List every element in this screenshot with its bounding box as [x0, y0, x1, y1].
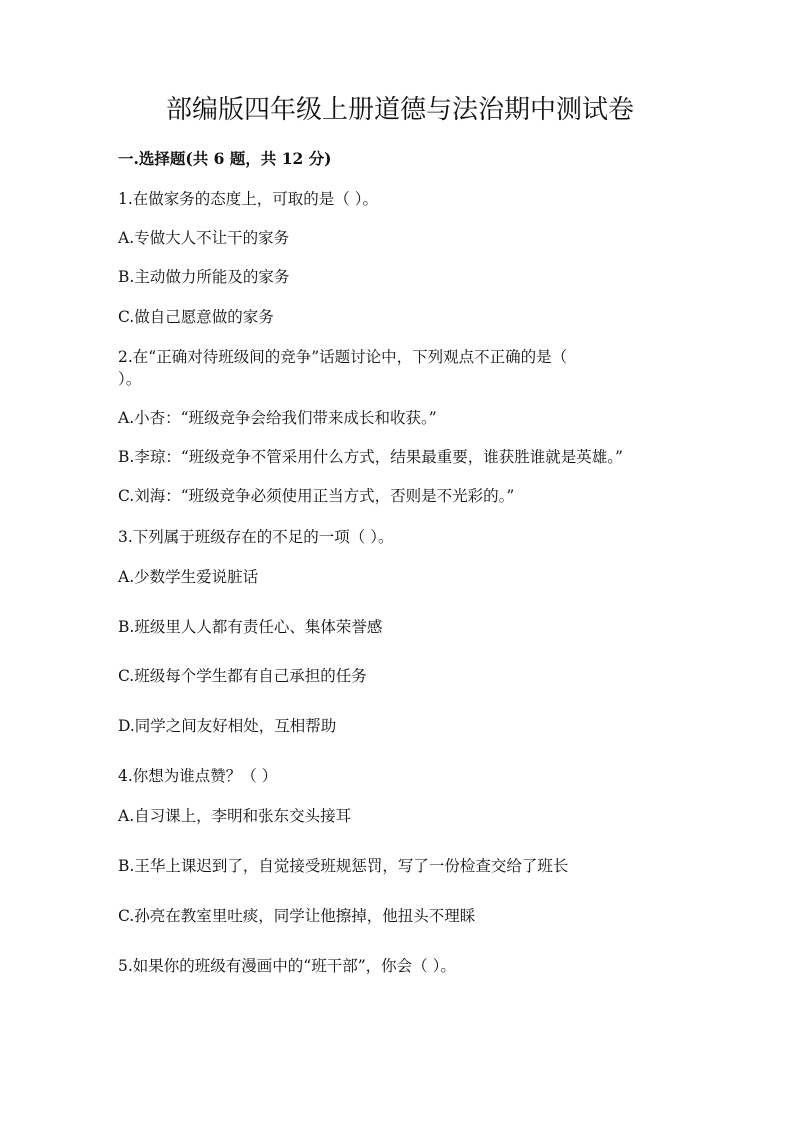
- question-3-option-a: A.少数学生爱说脏话: [118, 568, 259, 586]
- question-4-option-b: B.王华上课迟到了，自觉接受班规惩罚，写了一份检查交给了班长: [118, 857, 569, 875]
- question-2-option-b: B.李琼：“班级竞争不管采用什么方式，结果最重要，谁获胜谁就是英雄。”: [118, 448, 623, 466]
- section-heading: 一.选择题(共 6 题，共 12 分): [118, 149, 332, 168]
- question-3-option-d: D.同学之间友好相处，互相帮助: [118, 717, 337, 735]
- question-3-stem: 3.下列属于班级存在的不足的一项（ ）。: [118, 528, 394, 546]
- question-4-stem: 4.你想为谁点赞？（ ）: [118, 767, 278, 785]
- question-4-option-a: A.自习课上，李明和张东交头接耳: [118, 807, 352, 825]
- page-title: 部编版四年级上册道德与法治期中测试卷: [165, 95, 634, 125]
- question-2-stem: 2.在“正确对待班级间的竞争”话题讨论中，下列观点不正确的是（ ）。: [118, 348, 568, 388]
- question-3-option-c: C.班级每个学生都有自己承担的任务: [118, 667, 367, 685]
- question-1-option-a: A.专做大人不让干的家务: [118, 229, 290, 247]
- question-4-option-c: C.孙亮在教室里吐痰，同学让他擦掉，他扭头不理睬: [118, 907, 476, 925]
- question-2-option-a: A.小杏：“班级竞争会给我们带来成长和收获。”: [118, 409, 437, 427]
- question-5-stem: 5.如果你的班级有漫画中的“班干部”，你会（ ）。: [118, 957, 456, 975]
- question-3-option-b: B.班级里人人都有责任心、集体荣誉感: [118, 618, 383, 636]
- question-1-stem: 1.在做家务的态度上，可取的是（ ）。: [118, 190, 378, 208]
- question-1-option-c: C.做自己愿意做的家务: [118, 308, 274, 326]
- question-2-option-c: C.刘海：“班级竞争必须使用正当方式，否则是不光彩的。”: [118, 487, 515, 505]
- question-1-option-b: B.主动做力所能及的家务: [118, 268, 290, 286]
